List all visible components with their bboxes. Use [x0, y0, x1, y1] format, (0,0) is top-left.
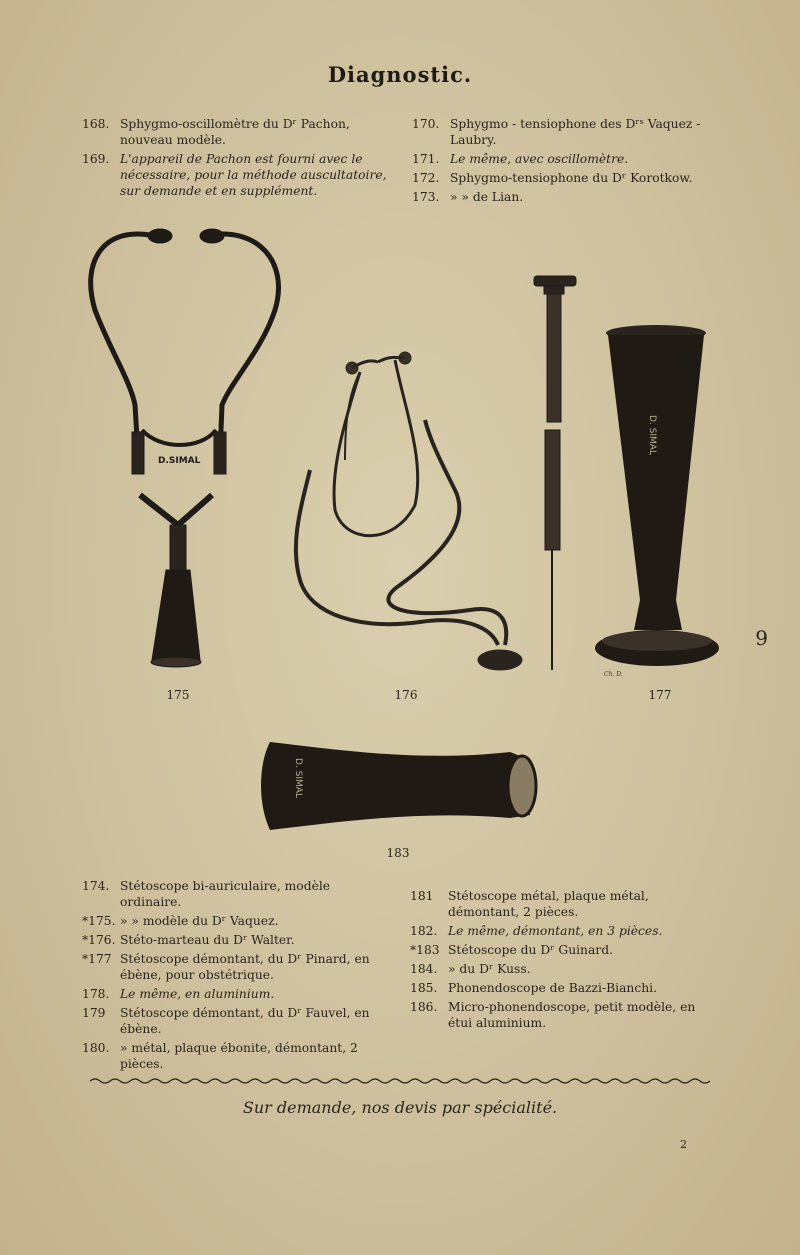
entry-183 — [410, 942, 722, 958]
corner-number: 2 — [680, 1138, 687, 1151]
entry-number: 181 — [410, 889, 434, 903]
bottom-left-entries — [82, 878, 392, 1075]
bottom-right-entries — [410, 888, 722, 1034]
entry-number: *183 — [410, 943, 440, 957]
entry-text: Sphygmo-tensiophone du Dʳ Korotkow. — [450, 171, 693, 185]
figure-label-175: 175 — [166, 688, 190, 702]
page-number: 9 — [755, 626, 768, 650]
entry-text: Stétoscope démontant, du Dʳ Fauvel, en ébène. — [120, 1006, 370, 1036]
entry-178 — [82, 986, 392, 1002]
entry-text: Le même, en aluminium. — [120, 987, 275, 1001]
entry-number: 174. — [82, 879, 110, 893]
entry-176 — [82, 932, 392, 948]
entry-number: *177 — [82, 952, 112, 966]
entry-179 — [82, 1005, 392, 1037]
wavy-divider — [90, 1076, 710, 1086]
brand-label-177: D. SIMAL — [647, 415, 657, 455]
entry-text: Micro-phonendoscope, petit modèle, en étui aluminium. — [448, 1000, 696, 1030]
entry-text: Stétoscope démontant, du Dʳ Pinard, en ébène, pour obstétrique. — [120, 952, 370, 982]
entry-text: Stéto-marteau du Dʳ Walter. — [120, 933, 295, 947]
entry-number: 179 — [82, 1006, 106, 1020]
entry-text: Le même, avec oscillomètre. — [450, 152, 629, 166]
entry-text: L'appareil de Pachon est fourni avec le nécessaire, pour la méthode auscultatoire, sur demande et en supplément. — [120, 152, 387, 198]
entry-text: » » de Lian. — [450, 190, 524, 204]
entry-177 — [82, 951, 392, 983]
entry-number: 182. — [410, 924, 438, 938]
entry-number: 186. — [410, 1000, 438, 1014]
entry-174 — [82, 878, 392, 910]
entry-text: Sphygmo-oscillomètre du Dʳ Pachon, nouveau modèle. — [120, 117, 350, 147]
entry-number: 185. — [410, 981, 438, 995]
entry-number: *175. — [82, 914, 116, 928]
entry-text: Le même, démontant, en 3 pièces. — [448, 924, 663, 938]
entry-number: 171. — [412, 152, 440, 166]
entry-number: 169. — [82, 152, 110, 166]
entry-number: 184. — [410, 962, 438, 976]
entry-text: » » modèle du Dʳ Vaquez. — [120, 914, 279, 928]
entry-number: 173. — [412, 190, 440, 204]
entry-text: Sphygmo - tensiophone des Dʳˢ Vaquez - Laubry. — [450, 117, 701, 147]
entry-text: Stétoscope métal, plaque métal, démontant, 2 pièces. — [448, 889, 649, 919]
entry-182 — [410, 923, 722, 939]
entry-text: » métal, plaque ébonite, démontant, 2 pièces. — [120, 1041, 358, 1071]
entry-184 — [410, 961, 722, 977]
entry-number: 178. — [82, 987, 110, 1001]
entry-number: 168. — [82, 117, 110, 131]
figure-label-176: 176 — [394, 688, 418, 702]
entry-number: 170. — [412, 117, 440, 131]
entry-181 — [410, 888, 722, 920]
entry-text: Phonendoscope de Bazzi-Bianchi. — [448, 981, 657, 995]
entry-text: Stétoscope du Dʳ Guinard. — [448, 943, 613, 957]
entry-number: 172. — [412, 171, 440, 185]
page-title: Diagnostic. — [327, 62, 473, 87]
brand-label-174: D.SIMAL — [158, 456, 201, 466]
entry-185 — [410, 980, 722, 996]
entry-number: 180. — [82, 1041, 110, 1055]
flexible-stethoscope-illustration — [296, 352, 522, 670]
figure-label-183: 183 — [386, 846, 410, 860]
stetho-hammer-illustration — [534, 276, 576, 670]
entry-number: *176. — [82, 933, 116, 947]
footer-note: Sur demande, nos devis par spécialité. — [242, 1098, 558, 1117]
entry-text: » du Dʳ Kuss. — [448, 962, 531, 976]
pinard-stethoscope-illustration — [595, 325, 719, 666]
brand-label-183: D. SIMAL — [293, 758, 303, 798]
entry-180 — [82, 1040, 392, 1072]
figure-label-177: 177 — [648, 688, 672, 702]
entry-175 — [82, 913, 392, 929]
engraver-signature: Ch. D. — [604, 671, 623, 678]
binaural-stethoscope-illustration — [91, 229, 279, 667]
entry-186 — [410, 999, 722, 1031]
entry-text: Stétoscope bi-auriculaire, modèle ordinaire. — [120, 879, 331, 909]
